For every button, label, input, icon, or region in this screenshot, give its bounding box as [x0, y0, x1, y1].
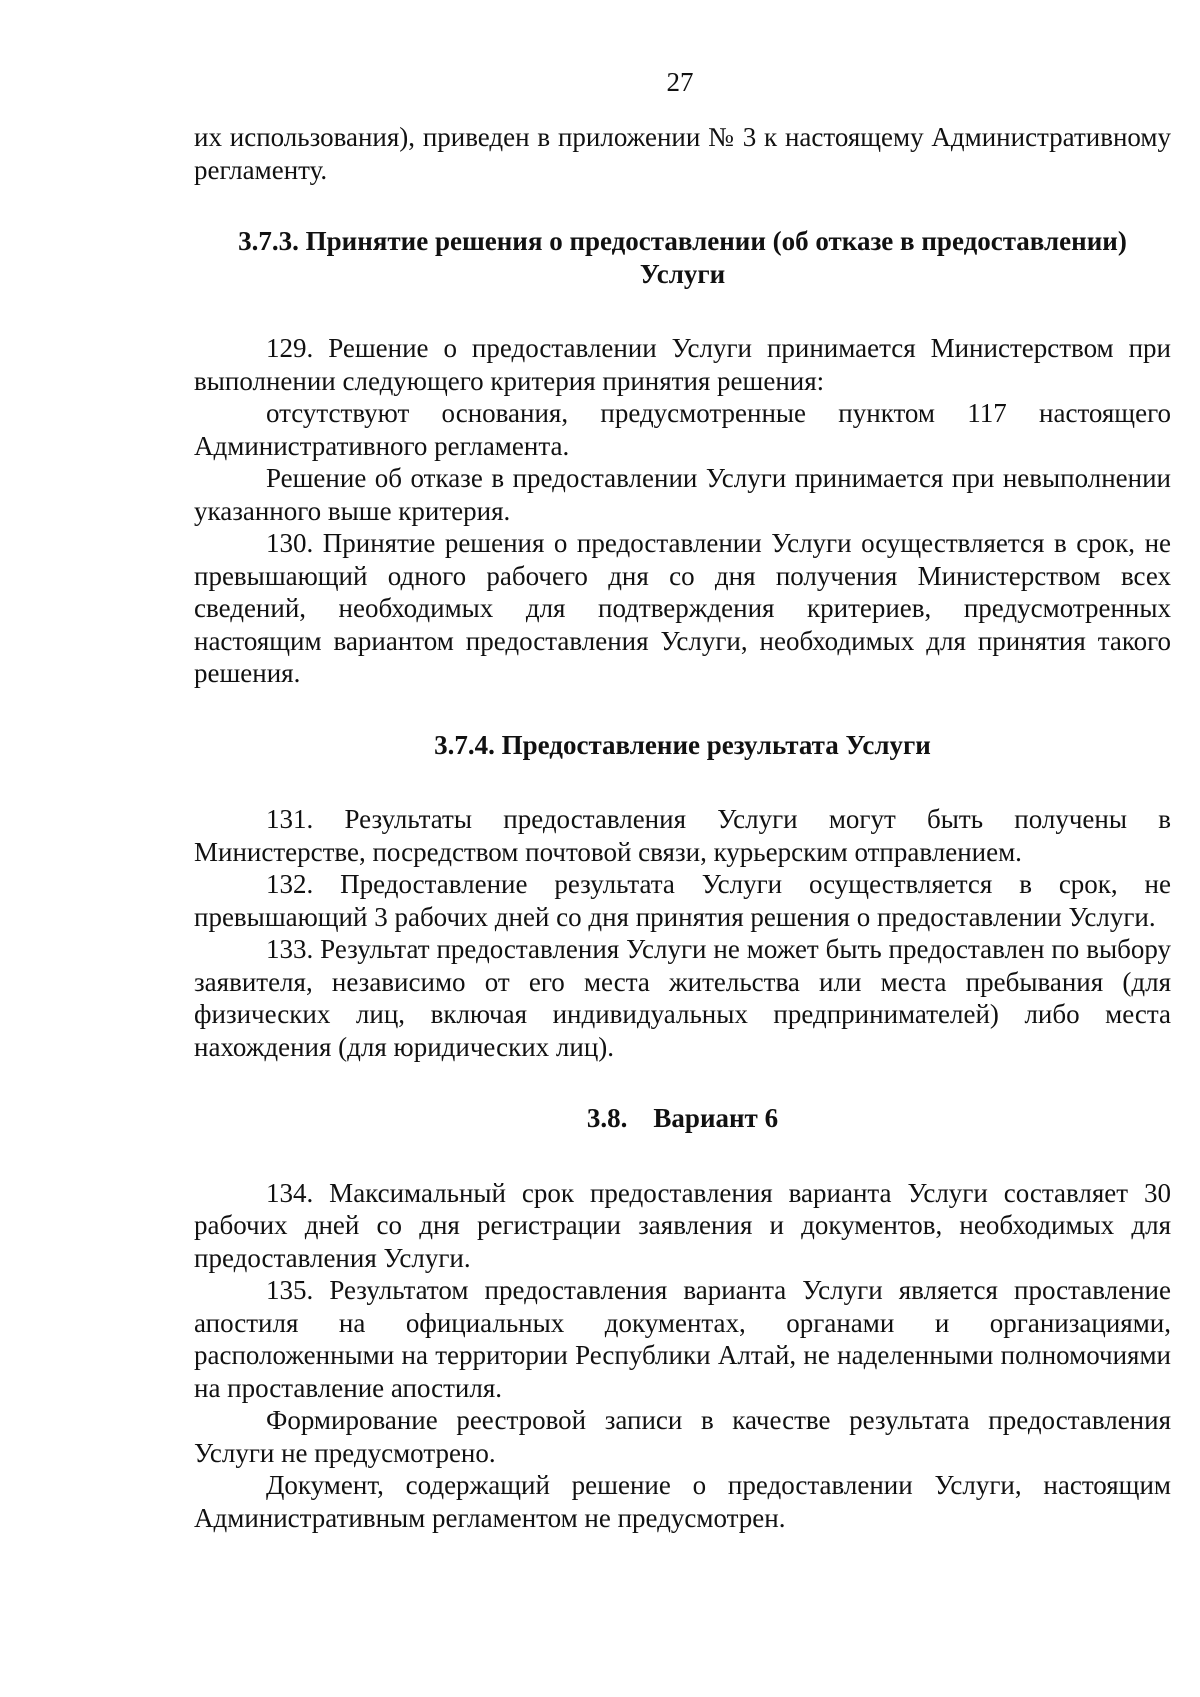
paragraph-129: 129. Решение о предоставлении Услуги принимается Министерством при выполнении следующего критерия принятия решения:: [194, 333, 1171, 396]
paragraph-intro: их использования), приведен в приложении № 3 к настоящему Административному регламенту.: [194, 122, 1171, 185]
paragraph-129-criterion: отсутствуют основания, предусмотренные пунктом 117 настоящего Административного регламента.: [194, 398, 1171, 461]
paragraph-129-refusal: Решение об отказе в предоставлении Услуги принимается при невыполнении указанного выше критерия.: [194, 463, 1171, 526]
paragraph-135: 135. Результатом предоставления варианта Услуги является проставление апостиля на официальных документах, органами и организациями, расположенными на территории Республики Алтай, не наделенными полномочиями на проставление апостиля.: [194, 1275, 1171, 1403]
paragraph-registry-record: Формирование реестровой записи в качестве результата предоставления Услуги не предусмотрено.: [194, 1405, 1171, 1468]
section-title: Вариант 6: [653, 1103, 779, 1133]
paragraph-133: 133. Результат предоставления Услуги не может быть предоставлен по выбору заявителя, независимо от его места жительства или места пребывания (для физических лиц, включая индивидуальных предпринимателей) либо места нахождения (для юридических лиц).: [194, 934, 1171, 1062]
paragraph-131: 131. Результаты предоставления Услуги могут быть получены в Министерстве, посредством почтовой связи, курьерским отправлением.: [194, 804, 1171, 867]
paragraph-132: 132. Предоставление результата Услуги осуществляется в срок, не превышающий 3 рабочих дней со дня принятия решения о предоставлении Услуги.: [194, 869, 1171, 932]
section-heading-3-7-3: 3.7.3. Принятие решения о предоставлении (об отказе в предоставлении) Услуги: [238, 226, 1127, 289]
section-number: 3.8.: [586, 1103, 628, 1133]
paragraph-130: 130. Принятие решения о предоставлении Услуги осуществляется в срок, не превышающий одного рабочего дня со дня получения Министерством всех сведений, необходимых для подтверждения критериев, предусмотренных настоящим вариантом предоставления Услуги, необходимых для принятия такого решения.: [194, 528, 1171, 688]
section-heading-3-7-4: 3.7.4. Предоставление результата Услуги: [434, 729, 931, 760]
section-heading-3-8: [194, 1102, 1171, 1135]
paragraph-decision-document: Документ, содержащий решение о предоставлении Услуги, настоящим Административным регламентом не предусмотрен.: [194, 1470, 1171, 1533]
paragraph-134: 134. Максимальный срок предоставления варианта Услуги составляет 30 рабочих дней со дня регистрации заявления и документов, необходимых для предоставления Услуги.: [194, 1177, 1171, 1273]
document-body: [194, 121, 1171, 1534]
page-number: 27: [666, 67, 694, 97]
